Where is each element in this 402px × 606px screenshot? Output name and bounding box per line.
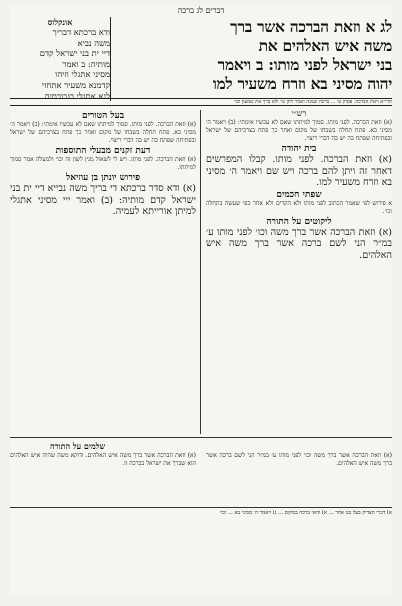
main-text-line: בני ישראל לפני מותו: ב ויאמר <box>217 55 392 74</box>
onkelos-line: לנא אתגלי בגבורתיה <box>44 90 110 101</box>
onkelos-line: ודא ברכתא דבריך <box>52 27 110 37</box>
baal-haturim-heading: בעל הטורים <box>81 111 125 121</box>
perush-yonatan-heading: פירוש יונתן בן עוזיאל <box>65 173 140 183</box>
bottom-right-text: (א) וזאת הברכה אשר ברך משה וכו׳ לפני מותו ע׳ במ״ר הני לשם ברכה אשר ברך משה איש האלהים. <box>206 452 392 467</box>
main-text-line: משה איש האלהים את <box>258 36 392 55</box>
onkelos-line: מותיה: ב ואמר <box>62 58 110 69</box>
rashi-heading: רש״י <box>291 110 307 118</box>
likutim-text: (א) וזאת הברכה אשר ברך משה וכו׳ לפני מותו ע׳ במ״ר הני לשם ברכה אשר ברך משה איש האלהים. <box>206 226 392 261</box>
onkelos-column <box>10 17 111 101</box>
rashi-text: (א) וזאת הברכה. לפני מותו. סמוך למיתתו שאם לא עכשיו אימתי: (ב) ויאמר ה׳ מסיני בא. פתח תחלה בשבחו של מקום ואחר כך פתח בצרכיהם של ישראל ובפתיחה שפתח בה יש בה דברי ריצוי. <box>206 119 392 142</box>
perush-yonatan-text: (א) ודא סדר ברכתא די בריך משה נבייא דיי ית בני ישראל קדם מותיה: (ב) ואמר ייי מסיני אתגלי למיתן אורייתא לעמיה. <box>10 183 196 218</box>
left-commentary-column <box>10 110 196 434</box>
daat-zkenim-heading: דעת זקנים מבעלי התוספות <box>55 146 151 156</box>
bottom-left-text: (א) וזאת הברכה אשר ברך משה איש האלהים. ודוקא משה שהיה איש האלהים הוא שברך את ישראל בברכה זו. <box>10 452 196 467</box>
onkelos-line: משה נביא <box>77 37 110 48</box>
page <box>10 6 392 594</box>
beit-yehuda-text: (א) וזאת הברכה. לפני מותו. קבלו המפרשים דאחר זה ויתן להם ברכה ויש שם ויאמר ה׳ מסיני בא וזרח משעיר למו. <box>206 154 392 189</box>
page-title: דברים לג ברכה <box>177 6 225 15</box>
siftei-chachamim-text: א פירוש לפי שאמר הכתוב לפני מותו ולא הקדים ולא אחר כפי שעשה בתחלה וכו׳. <box>206 199 392 215</box>
likutim-heading: ליקוטים על התורה <box>266 216 332 227</box>
onkelos-line: מסיני אתגלי וזיהו <box>55 69 110 80</box>
main-torah-text <box>116 17 392 93</box>
right-commentary-column <box>206 110 392 434</box>
onkelos-line: דיי ית בני ישראל קדם <box>39 48 110 59</box>
beit-yehuda-heading: בית יהודה <box>281 144 317 154</box>
daat-zkenim-text: (א) וזאת הברכה. לפני מותו. ויש לי לשאול מנין לשון זה וכו׳ ולמעלה אמר סמוך למיתתו. <box>10 156 196 171</box>
masoretic-note-strip: תרי״א ויאת הברכה. פסוק ט׳ ... ברכה שמנה ואמר ויתן כו׳ ולא ברך את שמעון וכו׳ <box>10 98 392 106</box>
column-divider <box>200 110 201 434</box>
shlomo-heading: שלמים על התורה <box>50 441 106 451</box>
onkelos-title: אונקלוס <box>47 17 73 27</box>
main-text-line: יהוה מסיני בא וזרח משעיר למו <box>212 74 392 93</box>
running-head <box>10 6 392 15</box>
main-text-line: לג א וזאת הברכה אשר ברך <box>230 17 392 36</box>
rashi-text: (א) וזאת הברכה. לפני מותו. סמוך למיתתו שאם לא עכשיו אימתי: (ב) ויאמר ה׳ מסיני בא. פתח תחלה בשבחו של מקום ואחר כך פתח בצרכיהם של ישראל ובפתיחה שפתח בה יש בה דברי ריצוי. <box>10 121 196 144</box>
footnote-rule <box>10 507 392 508</box>
siftei-chachamim-heading: שפתי חכמים <box>276 189 322 200</box>
section-rule <box>10 437 392 438</box>
onkelos-line: קדמנא משעיר אתחזי <box>41 79 110 90</box>
footnotes: א) דברי הצדיק בעל בנו אחר ... א) והאי ברכה במקום ... ג) ויאמר ה׳ מסיני בא ... וכו׳ <box>219 510 392 516</box>
